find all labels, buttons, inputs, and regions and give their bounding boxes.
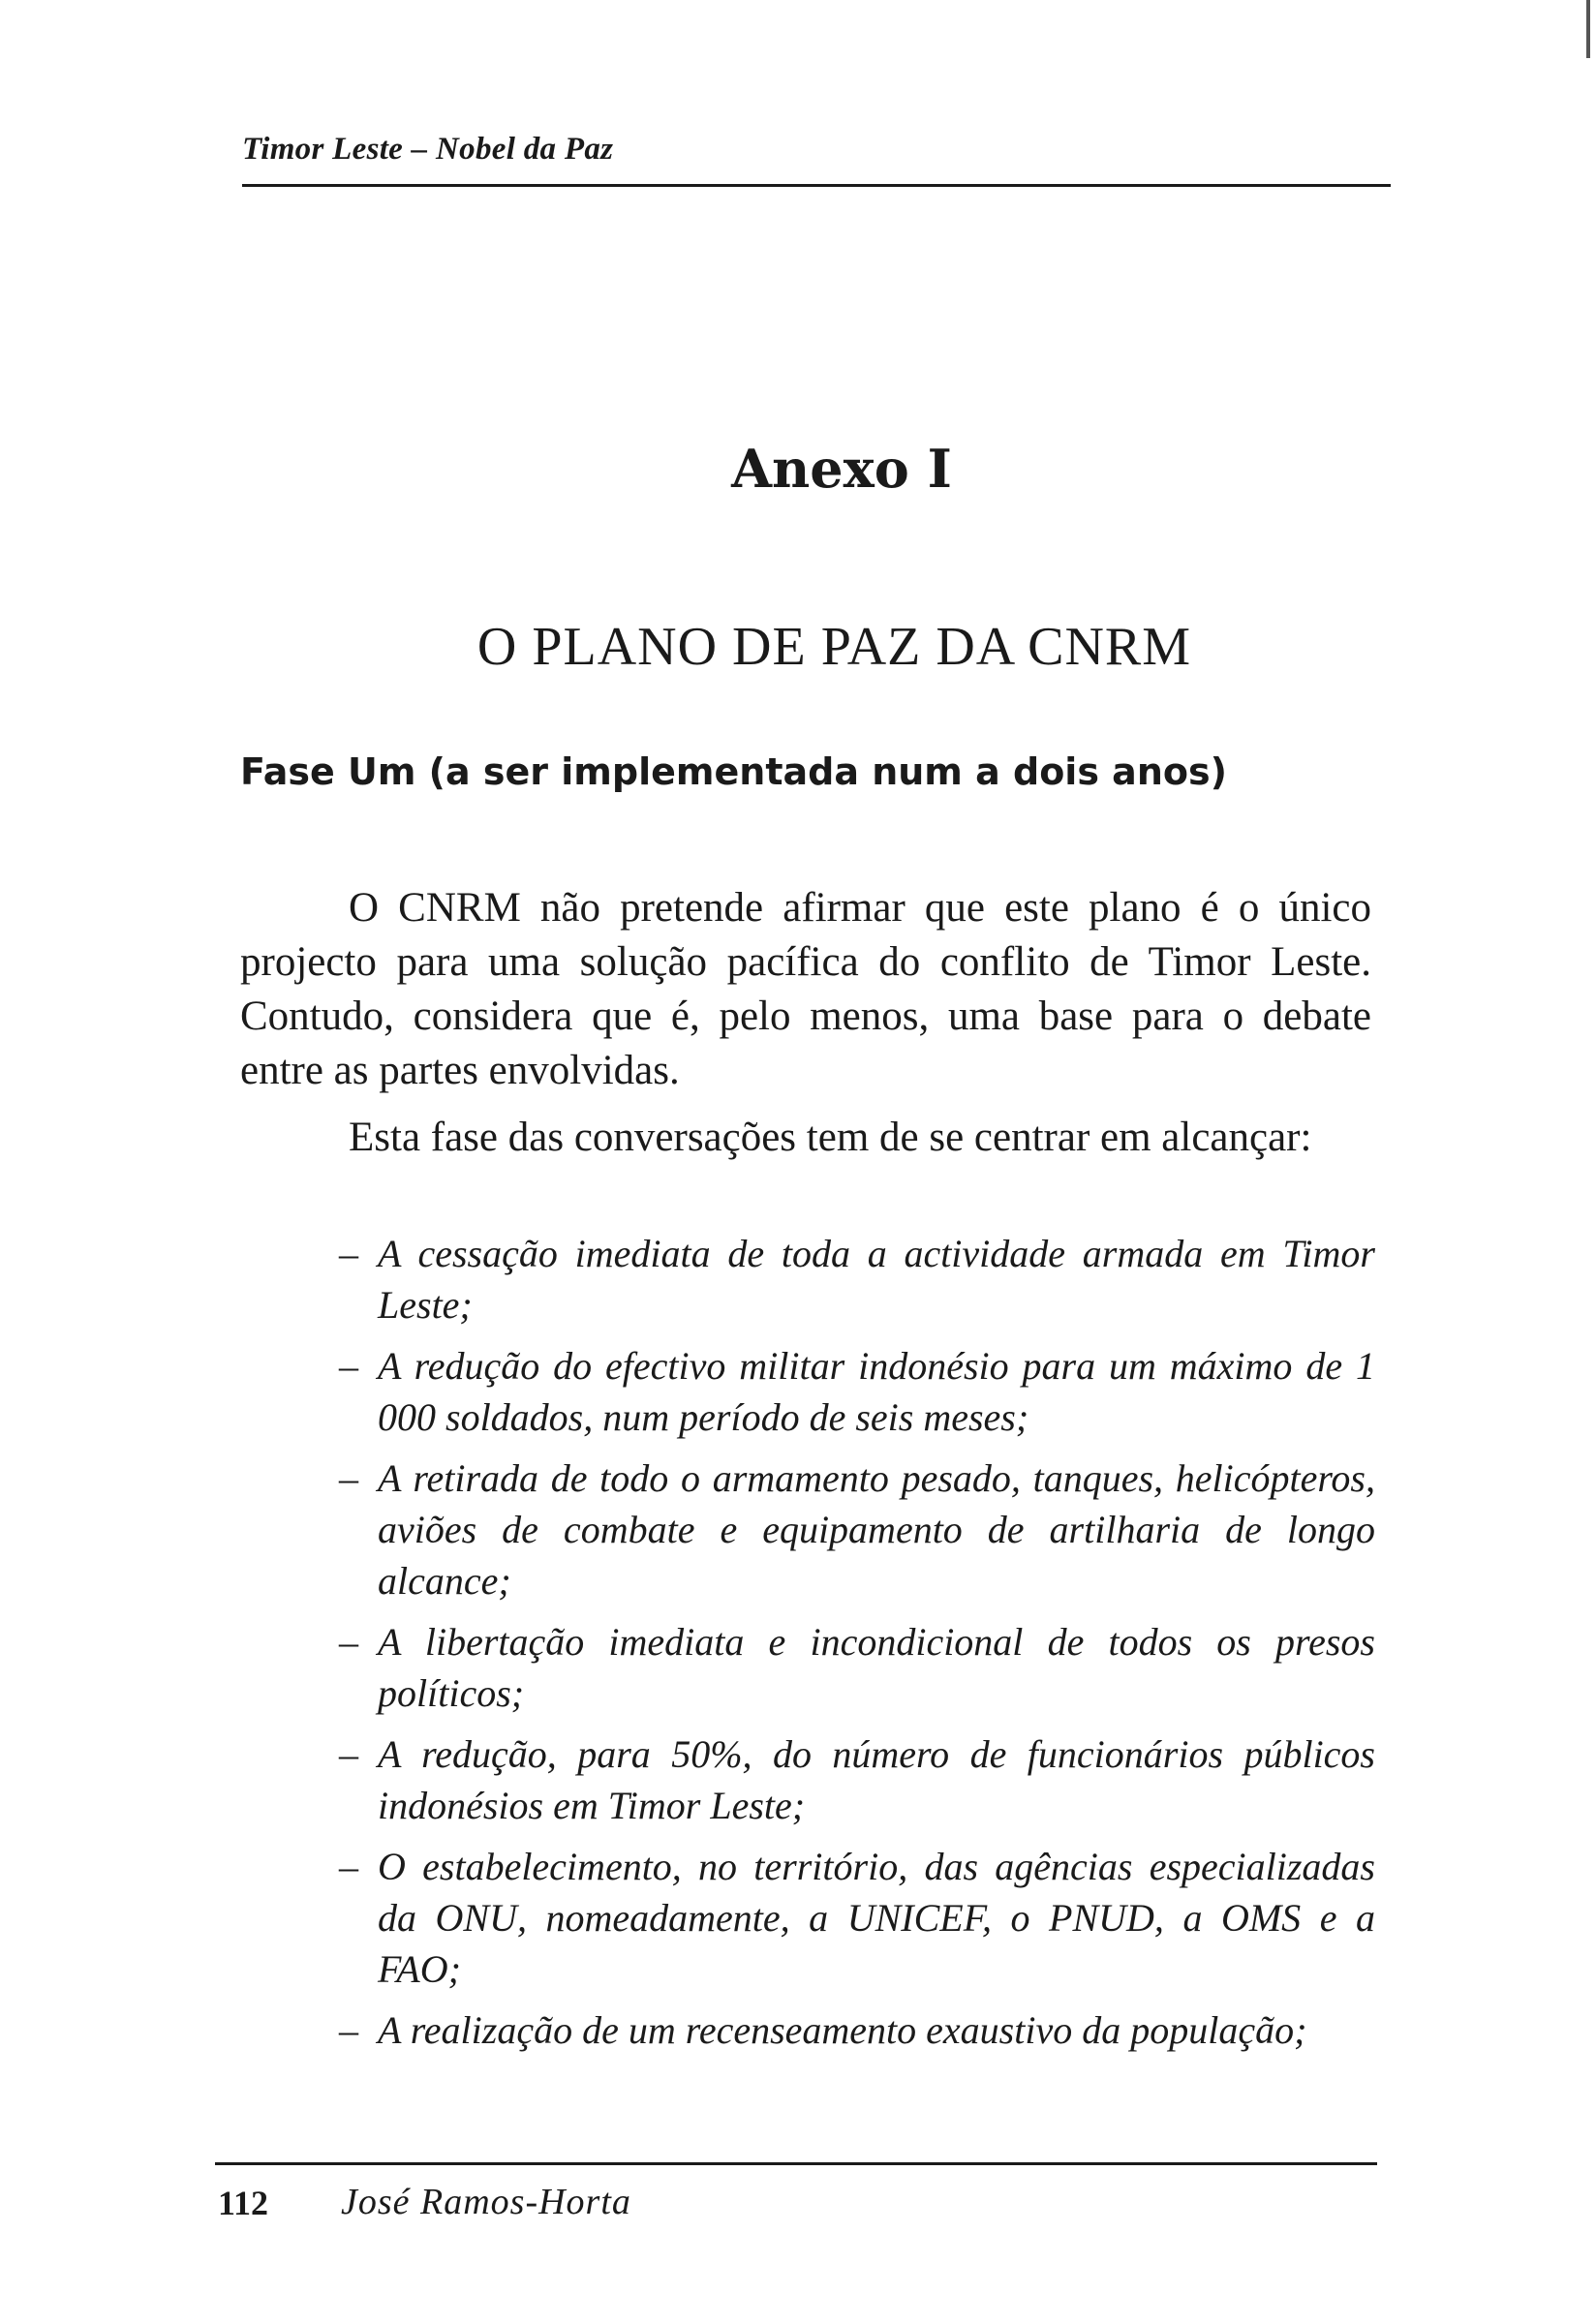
list-item <box>339 1340 1375 1443</box>
plan-title: O PLANO DE PAZ DA CNRM <box>476 617 1192 677</box>
intro-paragraph: O CNRM não pretende afirmar que este plano é o único projecto para uma solução pacífica do conflito de Timor Leste. Contudo, considera que é, pelo menos, uma base para o debate entre as partes envolvidas. <box>240 885 1371 1093</box>
list-item-text: A retirada de todo o armamento pesado, tanques, helicópteros, aviões de combate e equipamento de artilharia de longo alcance; <box>378 1456 1375 1603</box>
list-item <box>339 1228 1375 1330</box>
objectives-list <box>339 1228 1375 2065</box>
page-edge-mark <box>1586 0 1590 58</box>
footer-rule <box>215 2162 1377 2165</box>
list-item-text: O estabelecimento, no território, das agências especializadas da ONU, nomeadamente, a UNICEF, o PNUD, a OMS e a FAO; <box>378 1845 1375 1991</box>
list-item-text: A redução do efectivo militar indonésio para um máximo de 1 000 soldados, num período de seis meses; <box>378 1344 1375 1439</box>
header-rule <box>242 184 1391 187</box>
dash-marker: – <box>339 1232 358 1275</box>
running-head: Timor Leste – Nobel da Paz <box>242 132 614 167</box>
list-item-text: A realização de um recenseamento exaustivo da população; <box>378 2008 1307 2052</box>
list-item-text: A libertação imediata e incondicional de todos os presos políticos; <box>378 1620 1375 1715</box>
list-item <box>339 2004 1375 2056</box>
list-item <box>339 1616 1375 1719</box>
dash-marker: – <box>339 2008 358 2052</box>
list-item <box>339 1728 1375 1831</box>
footer-author: José Ramos-Horta <box>341 2182 631 2222</box>
focus-paragraph: Esta fase das conversações tem de se centrar em alcançar: <box>349 1115 1312 1160</box>
dash-marker: – <box>339 1845 358 1888</box>
list-item-text: A cessação imediata de toda a actividade armada em Timor Leste; <box>378 1232 1375 1327</box>
list-item <box>339 1452 1375 1606</box>
list-item-text: A redução, para 50%, do número de funcionários públicos indonésios em Timor Leste; <box>378 1732 1375 1827</box>
list-item <box>339 1841 1375 1995</box>
dash-marker: – <box>339 1344 358 1388</box>
page-number: 112 <box>218 2184 269 2222</box>
annex-title: Anexo I <box>731 438 952 500</box>
phase-heading: Fase Um (a ser implementada num a dois anos) <box>240 750 1227 793</box>
dash-marker: – <box>339 1732 358 1776</box>
dash-marker: – <box>339 1456 358 1500</box>
dash-marker: – <box>339 1620 358 1664</box>
